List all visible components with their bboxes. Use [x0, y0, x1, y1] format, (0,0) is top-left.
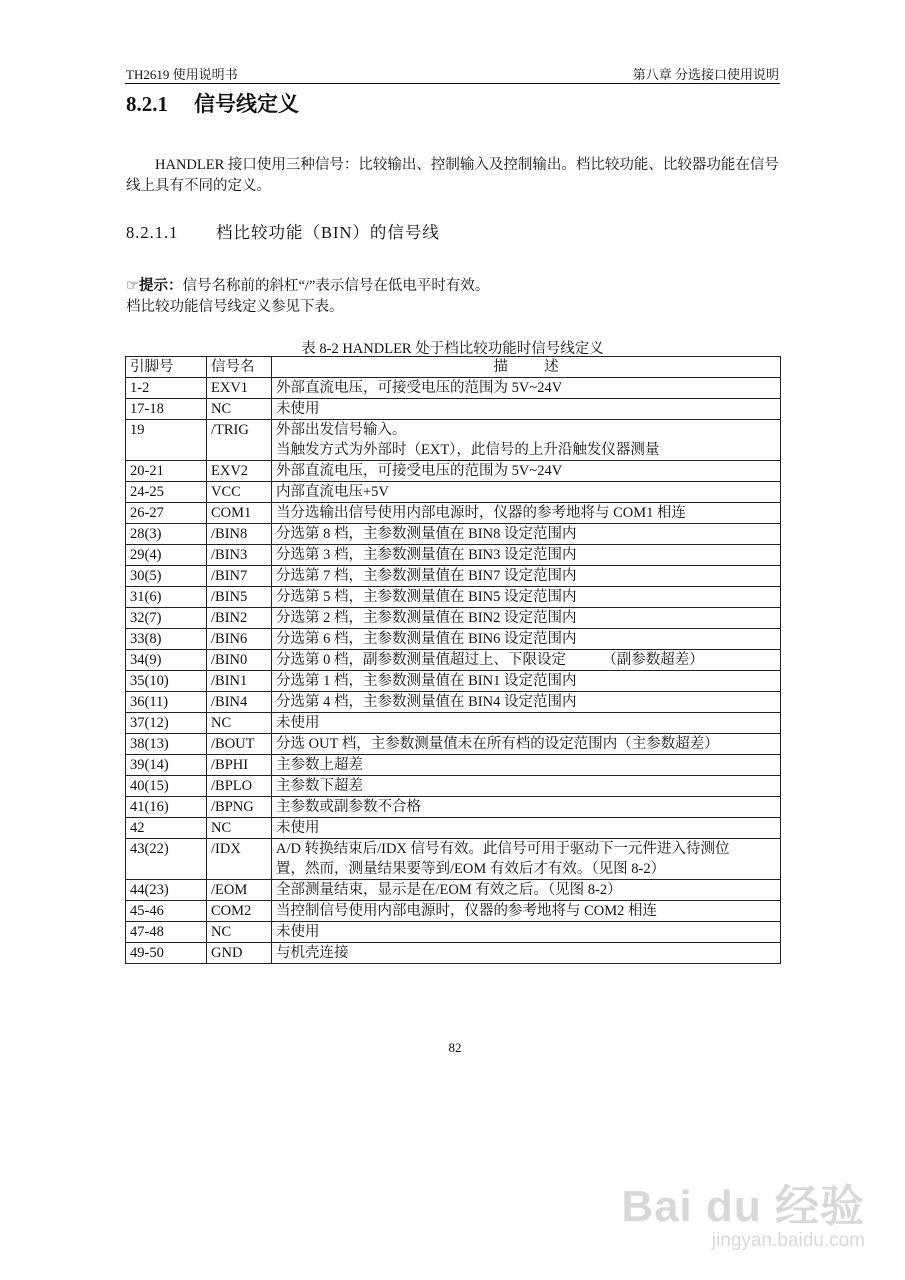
signal-cell: /BIN6	[207, 629, 272, 650]
pin-cell: 47-48	[126, 922, 207, 943]
pin-cell: 31(6)	[126, 587, 207, 608]
table-row	[126, 587, 781, 608]
section-title: 信号线定义	[194, 92, 299, 116]
description-line: 分选第 6 档，主参数测量值在 BIN6 设定范围内	[276, 631, 577, 647]
table-row	[126, 943, 781, 964]
description-cell	[272, 776, 781, 797]
watermark-logo: Bai du 经验	[621, 1182, 865, 1231]
section-number: 8.2.1	[126, 92, 168, 116]
signal-cell: EXV2	[207, 461, 272, 482]
pin-cell: 30(5)	[126, 566, 207, 587]
pointing-hand-icon: ☞	[126, 278, 139, 294]
pin-cell: 32(7)	[126, 608, 207, 629]
signal-cell: NC	[207, 818, 272, 839]
signal-cell: /BIN2	[207, 608, 272, 629]
description-line: 分选 OUT 档，主参数测量值未在所有档的设定范围内（主参数超差）	[276, 736, 719, 752]
table-row	[126, 797, 781, 818]
table-row	[126, 420, 781, 461]
description-line: 当触发方式为外部时（EXT），此信号的上升沿触发仪器测量	[276, 442, 660, 458]
description-cell	[272, 818, 781, 839]
table-row	[126, 818, 781, 839]
pin-cell: 34(9)	[126, 650, 207, 671]
description-line: 分选第 2 档，主参数测量值在 BIN2 设定范围内	[276, 610, 577, 626]
pin-cell: 42	[126, 818, 207, 839]
table-row	[126, 776, 781, 797]
signal-cell: NC	[207, 713, 272, 734]
subsection-number: 8.2.1.1	[126, 223, 179, 242]
pin-cell: 45-46	[126, 901, 207, 922]
description-line: 分选第 7 档，主参数测量值在 BIN7 设定范围内	[276, 568, 577, 584]
table-row	[126, 734, 781, 755]
signal-cell: /BIN5	[207, 587, 272, 608]
signal-cell: COM1	[207, 503, 272, 524]
pin-cell: 43(22)	[126, 839, 207, 880]
description-line: 分选第 3 档，主参数测量值在 BIN3 设定范围内	[276, 547, 577, 563]
header-left: TH2619 使用说明书	[126, 67, 238, 82]
description-line: A/D 转换结束后/IDX 信号有效。此信号可用于驱动下一元件进入待测位	[276, 841, 730, 857]
description-line: 未使用	[276, 715, 320, 731]
table-row	[126, 713, 781, 734]
header-right: 第八章 分选接口使用说明	[632, 67, 779, 82]
signal-cell: EXV1	[207, 378, 272, 399]
description-line: 未使用	[276, 401, 320, 417]
watermark-url: jingyan.baidu.com	[711, 1230, 865, 1251]
table-row	[126, 901, 781, 922]
pin-cell: 49-50	[126, 943, 207, 964]
signal-cell: /IDX	[207, 839, 272, 880]
table-row	[126, 378, 781, 399]
table-row	[126, 399, 781, 420]
description-line: 与机壳连接	[276, 945, 349, 961]
section-heading	[126, 88, 299, 118]
description-cell	[272, 901, 781, 922]
pin-cell: 24-25	[126, 482, 207, 503]
description-cell	[272, 943, 781, 964]
signal-cell: NC	[207, 399, 272, 420]
signal-cell: COM2	[207, 901, 272, 922]
description-cell	[272, 650, 781, 671]
description-cell	[272, 671, 781, 692]
pin-cell: 38(13)	[126, 734, 207, 755]
description-cell	[272, 545, 781, 566]
description-line: 当控制信号使用内部电源时，仪器的参考地将与 COM2 相连	[276, 903, 658, 919]
intro-paragraph: HANDLER 接口使用三种信号：比较输出、控制输入及控制输出。档比较功能、比较器功能在信号线上具有不同的定义。	[126, 157, 779, 194]
table-header-row	[126, 357, 781, 378]
description-cell	[272, 839, 781, 880]
description-line: 分选第 1 档，主参数测量值在 BIN1 设定范围内	[276, 673, 577, 689]
table-row	[126, 839, 781, 880]
description-line: 分选第 8 档，主参数测量值在 BIN8 设定范围内	[276, 526, 577, 542]
signal-cell: GND	[207, 943, 272, 964]
header-pin: 引脚号	[126, 357, 207, 378]
description-cell	[272, 880, 781, 901]
subsection-title: 档比较功能（BIN）的信号线	[216, 223, 440, 242]
table-row	[126, 566, 781, 587]
table-row	[126, 671, 781, 692]
description-line: 未使用	[276, 820, 320, 836]
signal-cell: /BIN3	[207, 545, 272, 566]
tip-text: 信号名称前的斜杠“/”表示信号在低电平时有效。	[182, 278, 490, 294]
signal-cell: /BIN4	[207, 692, 272, 713]
signal-cell: /BPHI	[207, 755, 272, 776]
description-line: 外部直流电压，可接受电压的范围为 5V~24V	[276, 380, 563, 396]
pin-cell: 19	[126, 420, 207, 461]
signal-cell: VCC	[207, 482, 272, 503]
signal-cell: /BPNG	[207, 797, 272, 818]
table-caption: 表 8-2 HANDLER 处于档比较功能时信号线定义	[301, 341, 604, 357]
pin-cell: 40(15)	[126, 776, 207, 797]
pin-cell: 29(4)	[126, 545, 207, 566]
description-line: 置，然而，测量结果要等到/EOM 有效后才有效。（见图 8-2）	[276, 861, 666, 877]
signal-cell: /TRIG	[207, 420, 272, 461]
header-signal: 信号名	[207, 357, 272, 378]
table-row	[126, 482, 781, 503]
pin-cell: 26-27	[126, 503, 207, 524]
header-rule	[125, 83, 780, 84]
description-line: 分选第 5 档，主参数测量值在 BIN5 设定范围内	[276, 589, 577, 605]
table-row	[126, 650, 781, 671]
signal-cell: /BIN0	[207, 650, 272, 671]
description-line: 分选第 4 档，主参数测量值在 BIN4 设定范围内	[276, 694, 577, 710]
table-row	[126, 545, 781, 566]
pin-cell: 35(10)	[126, 671, 207, 692]
description-cell	[272, 797, 781, 818]
description-cell	[272, 692, 781, 713]
description-cell	[272, 503, 781, 524]
subsection-heading	[126, 219, 440, 243]
description-cell	[272, 629, 781, 650]
table-row	[126, 503, 781, 524]
pin-cell: 41(16)	[126, 797, 207, 818]
pin-cell: 36(11)	[126, 692, 207, 713]
table-row	[126, 755, 781, 776]
description-line: 主参数下超差	[276, 778, 363, 794]
description-cell	[272, 399, 781, 420]
description-cell	[272, 713, 781, 734]
description-line: 未使用	[276, 924, 320, 940]
description-line: 内部直流电压+5V	[276, 484, 389, 500]
pin-cell: 17-18	[126, 399, 207, 420]
table-row	[126, 922, 781, 943]
signal-cell: /BPLO	[207, 776, 272, 797]
signal-cell: /BOUT	[207, 734, 272, 755]
signal-definition-table	[125, 356, 781, 964]
signal-cell: NC	[207, 922, 272, 943]
table-row	[126, 608, 781, 629]
description-line: 外部直流电压，可接受电压的范围为 5V~24V	[276, 463, 563, 479]
signal-cell: /BIN1	[207, 671, 272, 692]
description-cell	[272, 524, 781, 545]
pin-cell: 37(12)	[126, 713, 207, 734]
pin-cell: 28(3)	[126, 524, 207, 545]
signal-cell: /BIN7	[207, 566, 272, 587]
description-line: 当分选输出信号使用内部电源时，仪器的参考地将与 COM1 相连	[276, 505, 687, 521]
table-row	[126, 629, 781, 650]
description-line: 分选第 0 档，副参数测量值超过上、下限设定 （副参数超差）	[276, 652, 704, 668]
description-cell	[272, 420, 781, 461]
description-cell	[272, 608, 781, 629]
description-line: 主参数或副参数不合格	[276, 799, 421, 815]
description-cell	[272, 482, 781, 503]
description-line: 主参数上超差	[276, 757, 363, 773]
description-cell	[272, 587, 781, 608]
description-line: 全部测量结束，显示是在/EOM 有效之后。（见图 8-2）	[276, 882, 622, 898]
description-cell	[272, 378, 781, 399]
description-cell	[272, 755, 781, 776]
pin-cell: 33(8)	[126, 629, 207, 650]
signal-cell: /EOM	[207, 880, 272, 901]
description-cell	[272, 734, 781, 755]
signal-cell: /BIN8	[207, 524, 272, 545]
table-row	[126, 880, 781, 901]
tip-label: 提示：	[139, 278, 183, 294]
pin-cell: 1-2	[126, 378, 207, 399]
header-description: 描 述	[272, 357, 781, 378]
pin-cell: 39(14)	[126, 755, 207, 776]
description-cell	[272, 461, 781, 482]
table-reference-note: 档比较功能信号线定义参见下表。	[126, 299, 344, 315]
table-row	[126, 524, 781, 545]
description-cell	[272, 566, 781, 587]
description-cell	[272, 922, 781, 943]
tip-line	[126, 276, 782, 297]
pin-cell: 20-21	[126, 461, 207, 482]
page-number: 82	[448, 1040, 462, 1055]
baidu-watermark	[621, 1170, 865, 1252]
table-row	[126, 692, 781, 713]
description-line: 外部出发信号输入。	[276, 422, 407, 438]
table-row	[126, 461, 781, 482]
pin-cell: 44(23)	[126, 880, 207, 901]
